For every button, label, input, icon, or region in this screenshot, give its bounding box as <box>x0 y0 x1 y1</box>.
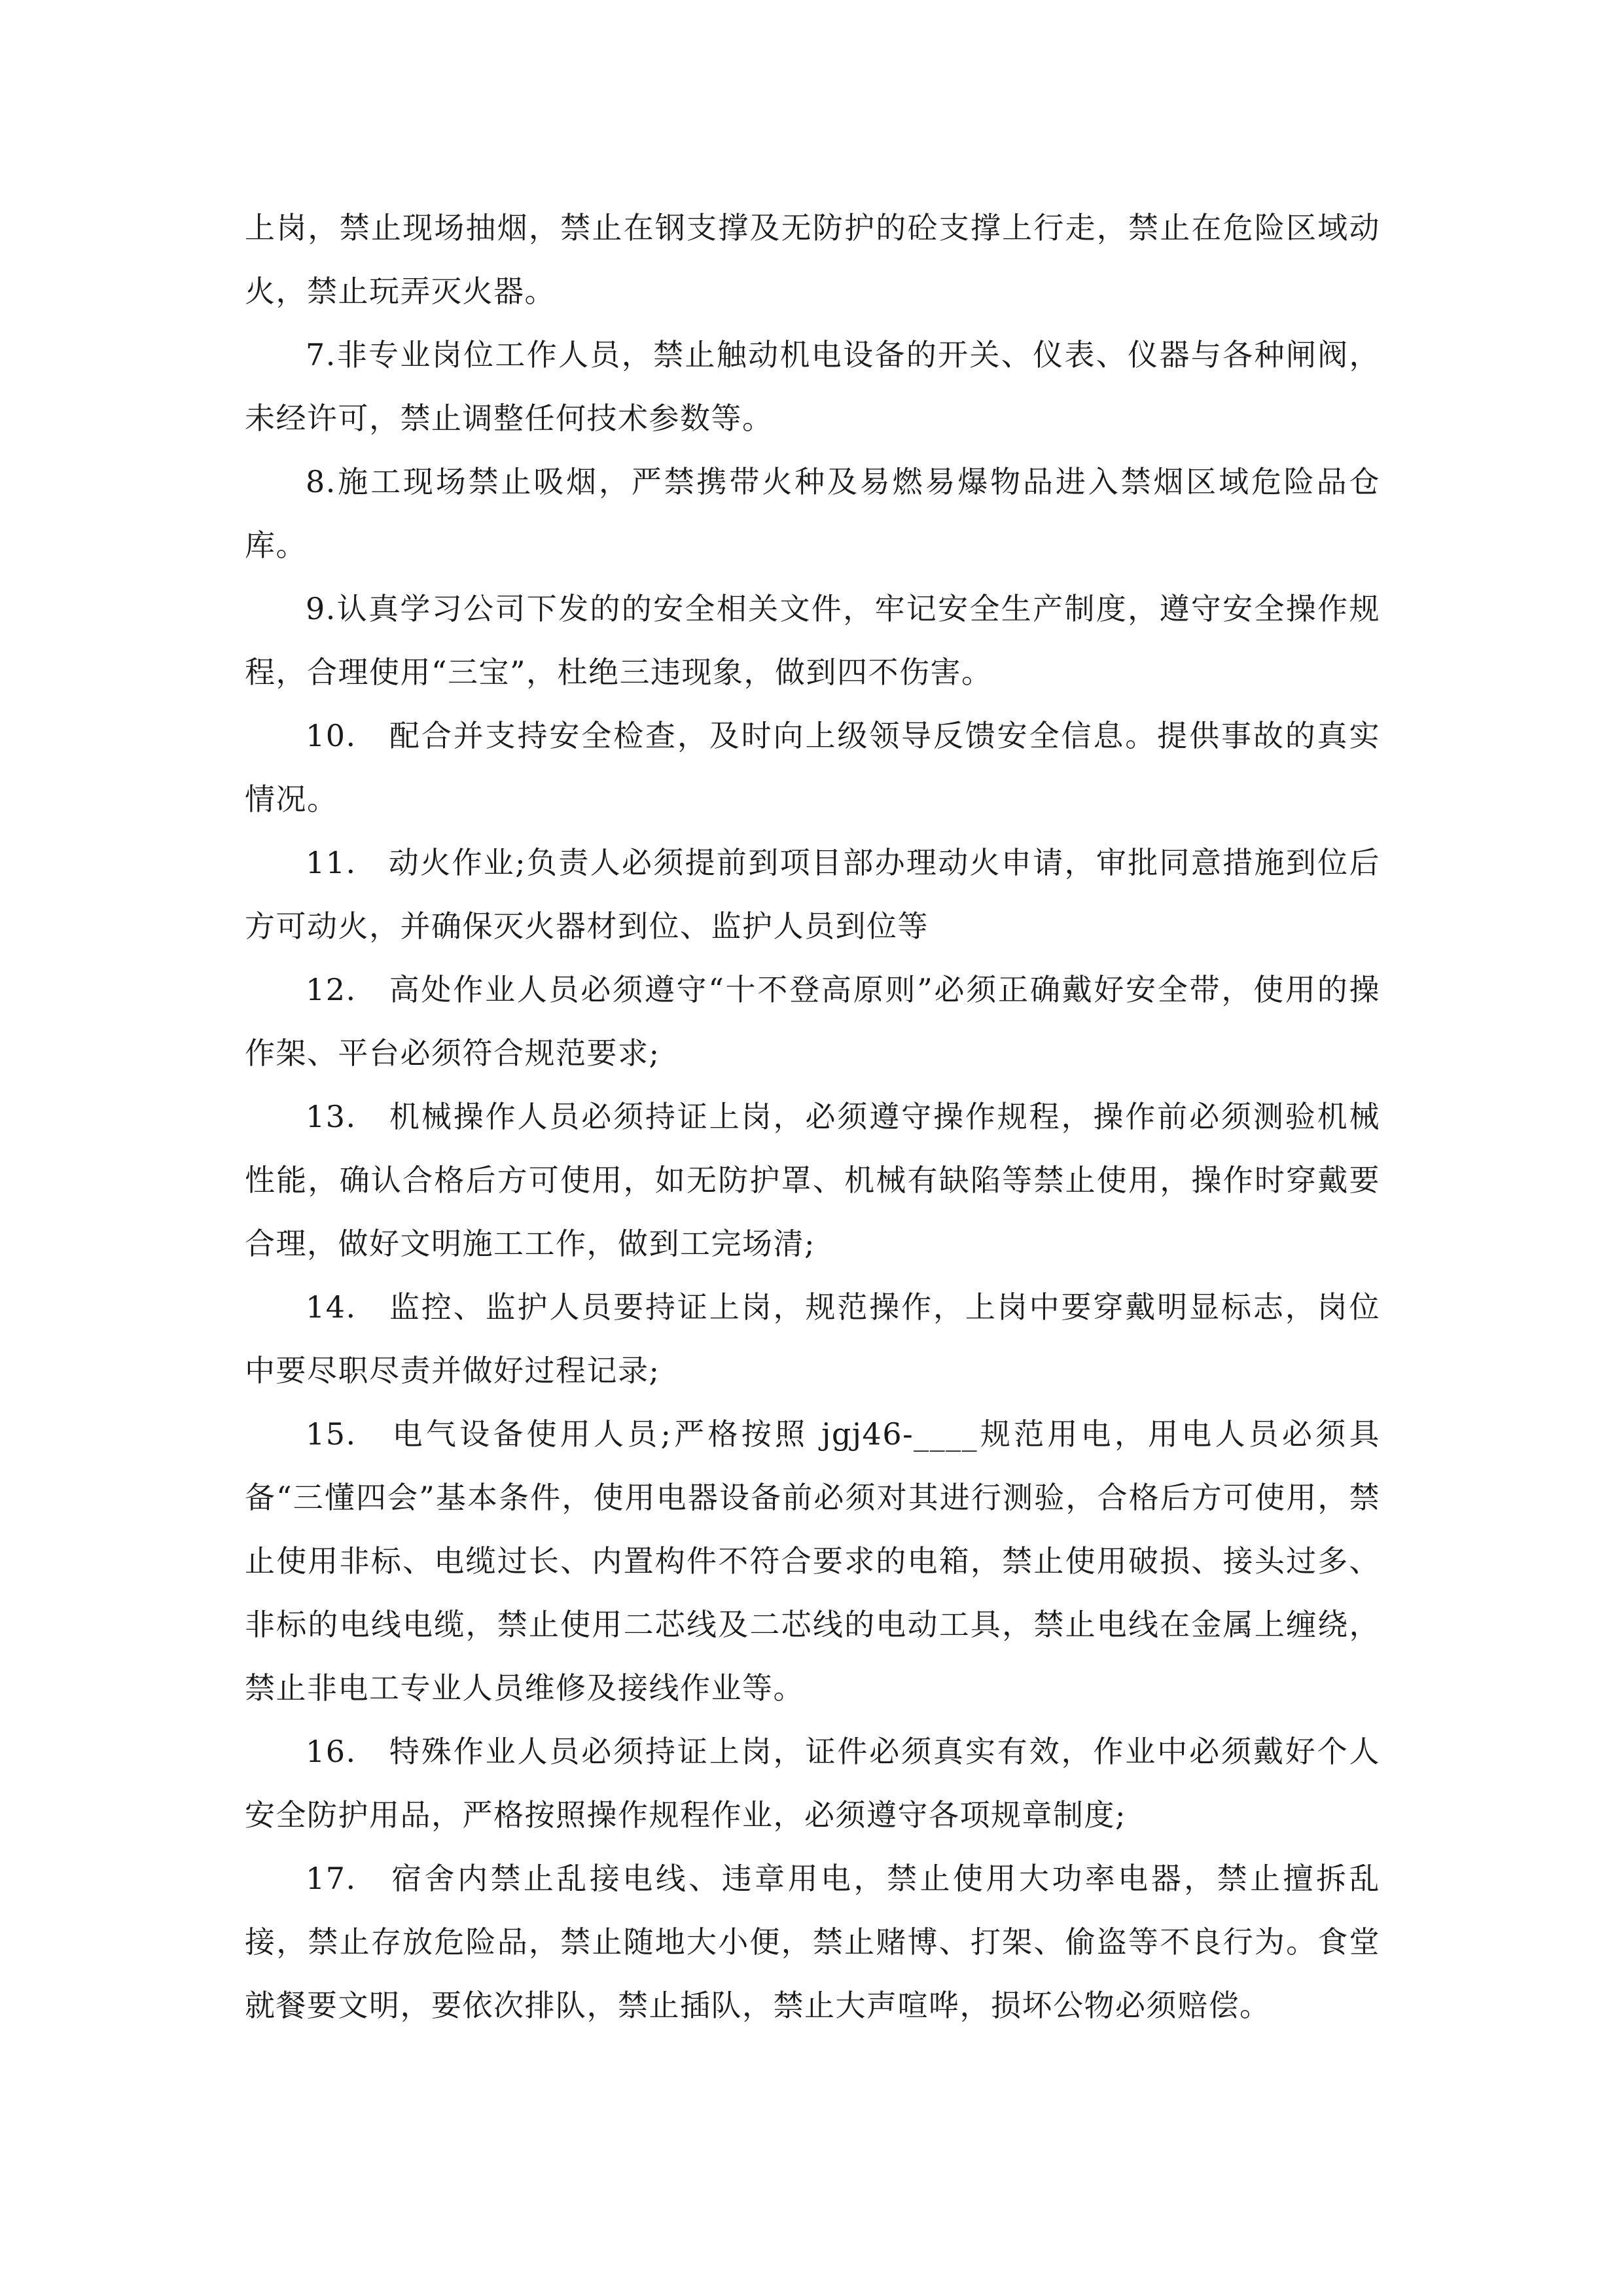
paragraph-item-15: 15. 电气设备使用人员;严格按照 jgj46-____规范用电，用电人员必须具备“三懂四会”基本条件，使用电器设备前必须对其进行测验，合格后方可使用，禁止使用非标、电缆过长、内置构件不符合要求的电箱，禁止使用破损、接头过多、非标的电线电缆，禁止使用二芯线及二芯线的电动工具，禁止电线在金属上缠绕，禁止非电工专业人员维修及接线作业等。 <box>245 1416 1380 1706</box>
paragraph-item-9: 9.认真学习公司下发的的安全相关文件，牢记安全生产制度，遵守安全操作规程，合理使用“三宝”，杜绝三违现象，做到四不伤害。 <box>245 591 1380 690</box>
paragraph-item-8: 8.施工现场禁止吸烟，严禁携带火种及易燃易爆物品进入禁烟区域危险品仓库。 <box>245 464 1380 563</box>
paragraph-item-11: 11. 动火作业;负责人必须提前到项目部办理动火申请，审批同意措施到位后方可动火，并确保灭火器材到位、监护人员到位等 <box>245 845 1380 944</box>
paragraph-item-10: 10. 配合并支持安全检查，及时向上级领导反馈安全信息。提供事故的真实情况。 <box>245 718 1380 817</box>
paragraph-item-12: 12. 高处作业人员必须遵守“十不登高原则”必须正确戴好安全带，使用的操作架、平台必须符合规范要求; <box>245 972 1380 1071</box>
paragraph-item-7: 7.非专业岗位工作人员，禁止触动机电设备的开关、仪表、仪器与各种闸阀，未经许可，禁止调整任何技术参数等。 <box>245 337 1380 436</box>
document-body <box>245 196 1380 2037</box>
paragraph-item-13: 13. 机械操作人员必须持证上岗，必须遵守操作规程，操作前必须测验机械性能，确认合格后方可使用，如无防护罩、机械有缺陷等禁止使用，操作时穿戴要合理，做好文明施工工作，做到工完场清; <box>245 1099 1380 1261</box>
paragraph-continued: 上岗，禁止现场抽烟，禁止在钢支撑及无防护的砼支撑上行走，禁止在危险区域动火，禁止玩弄灭火器。 <box>245 210 1380 309</box>
paragraph-item-14: 14. 监控、监护人员要持证上岗，规范操作，上岗中要穿戴明显标志，岗位中要尽职尽责并做好过程记录; <box>245 1289 1380 1388</box>
paragraph-item-16: 16. 特殊作业人员必须持证上岗，证件必须真实有效，作业中必须戴好个人安全防护用品，严格按照操作规程作业，必须遵守各项规章制度; <box>245 1734 1380 1833</box>
paragraph-item-17: 17. 宿舍内禁止乱接电线、违章用电，禁止使用大功率电器，禁止擅拆乱接，禁止存放危险品，禁止随地大小便，禁止赌博、打架、偷盗等不良行为。食堂就餐要文明，要依次排队，禁止插队，禁止大声喧哗，损坏公物必须赔偿。 <box>245 1861 1380 2023</box>
